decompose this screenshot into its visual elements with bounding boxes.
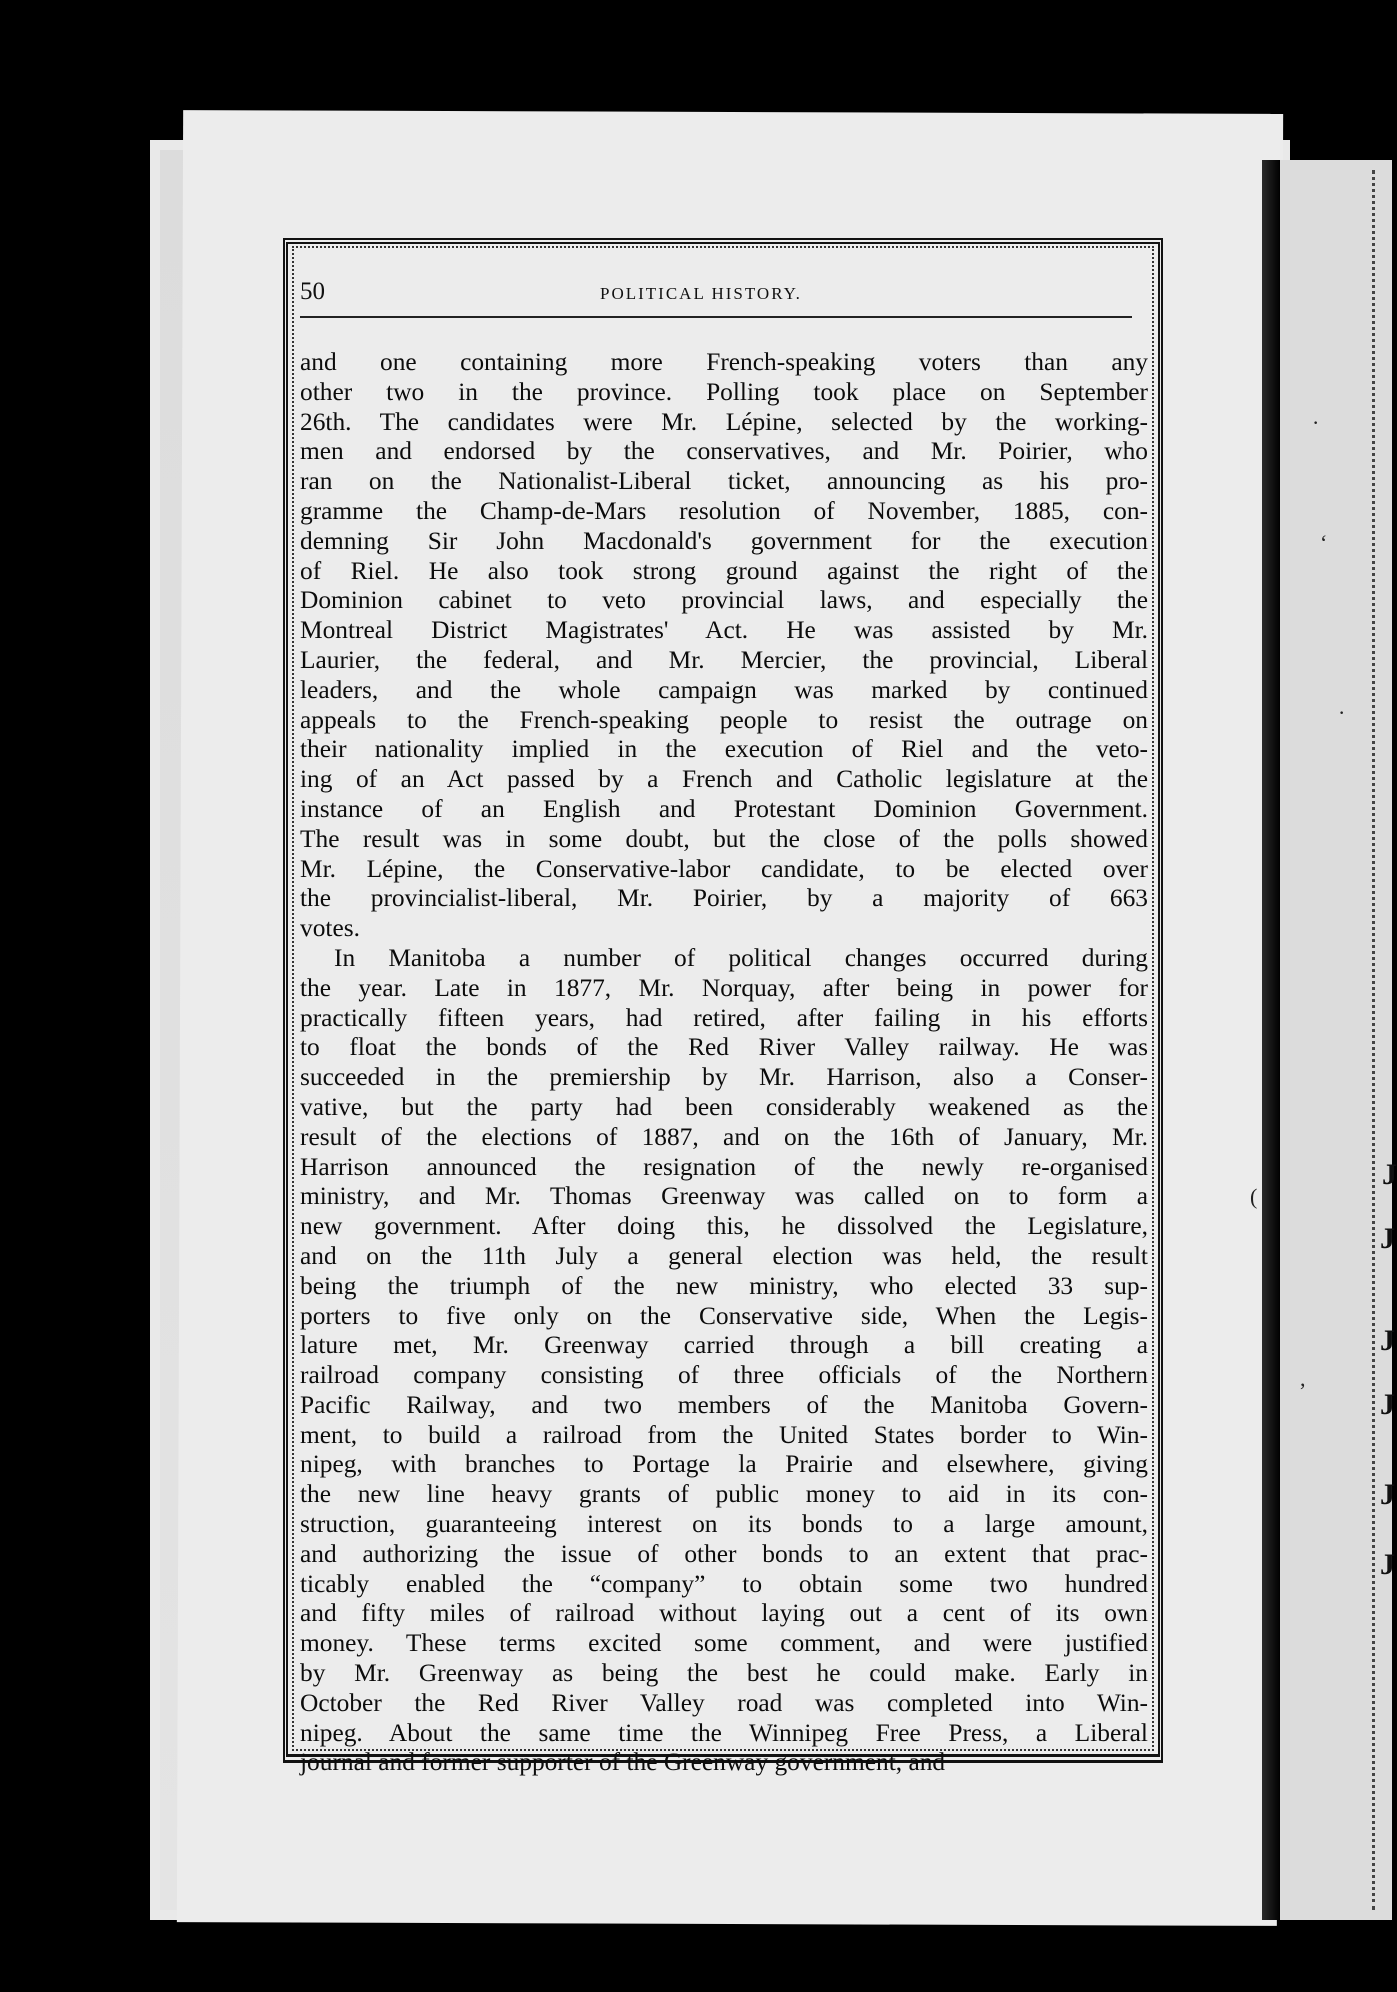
text-line: leaders, and the whole campaign was marked by continued [300, 675, 1148, 704]
facing-page-letter: J [1380, 1478, 1395, 1511]
text-line: The result was in some doubt, but the close of the polls showed [300, 824, 1148, 853]
facing-page-border [1372, 170, 1383, 1910]
book-gutter [1262, 160, 1280, 1920]
text-line: practically fifteen years, had retired, after failing in his efforts [300, 1003, 1148, 1032]
text-line: new government. After doing this, he dissolved the Legislature, [300, 1212, 1148, 1241]
text-line: Dominion cabinet to veto provincial laws, and especially the [300, 586, 1148, 615]
text-line: and on the 11th July a general election was held, the result [300, 1241, 1148, 1270]
running-head: POLITICAL HISTORY. [600, 284, 802, 303]
text-line: of Riel. He also took strong ground against the right of the [300, 556, 1148, 585]
text-line: the year. Late in 1877, Mr. Norquay, after being in power for [300, 973, 1148, 1002]
margin-speck: , [1300, 1366, 1306, 1391]
text-line: nipeg. About the same time the Winnipeg Free Press, a Liberal [300, 1718, 1148, 1747]
body-text [300, 348, 1148, 1778]
text-line: 26th. The candidates were Mr. Lépine, selected by the working- [300, 407, 1148, 436]
text-line: and fifty miles of railroad without laying out a cent of its own [300, 1599, 1148, 1628]
text-line: In Manitoba a number of political changes occurred during [334, 943, 1148, 972]
header-rule [300, 316, 1132, 318]
text-line: lature met, Mr. Greenway carried through a bill creating a [300, 1331, 1148, 1360]
facing-page-letter: J [1380, 1388, 1395, 1421]
page-number: 50 [300, 278, 325, 305]
margin-speck: · [1312, 410, 1320, 435]
text-line: ministry, and Mr. Thomas Greenway was called on to form a [300, 1182, 1148, 1211]
text-line: nipeg, with branches to Portage la Prairie and elsewhere, giving [300, 1450, 1148, 1479]
facing-page-letter: J [1380, 1548, 1395, 1581]
text-line: the new line heavy grants of public money to aid in its con- [300, 1480, 1148, 1509]
text-line: railroad company consisting of three officials of the Northern [300, 1361, 1148, 1390]
text-line: ing of an Act passed by a French and Catholic legislature at the [300, 765, 1148, 794]
text-line: demning Sir John Macdonald's government for the execution [300, 526, 1148, 555]
text-line: votes. [300, 914, 360, 943]
text-line: Laurier, the federal, and Mr. Mercier, the provincial, Liberal [300, 645, 1148, 674]
text-line: other two in the province. Polling took place on September [300, 377, 1148, 406]
text-line: ment, to build a railroad from the United States border to Win- [300, 1420, 1148, 1449]
text-line: ticably enabled the “company” to obtain some two hundred [300, 1569, 1148, 1598]
text-line: Harrison announced the resignation of the newly re-organised [300, 1152, 1148, 1181]
margin-speck: · [1338, 700, 1346, 725]
facing-page-letter: J [1380, 1222, 1395, 1255]
text-line: struction, guaranteeing interest on its bonds to a large amount, [300, 1510, 1148, 1539]
page-header [300, 278, 1148, 314]
text-line: money. These terms excited some comment, and were justified [300, 1629, 1148, 1658]
margin-speck: ‘ [1320, 530, 1328, 555]
text-line: to float the bonds of the Red River Valley railway. He was [300, 1033, 1148, 1062]
microfilm-border-top [0, 0, 1392, 110]
text-line: succeeded in the premiership by Mr. Harrison, also a Conser- [300, 1063, 1148, 1092]
text-line: result of the elections of 1887, and on the 16th of January, Mr. [300, 1122, 1148, 1151]
text-line: porters to five only on the Conservative side, When the Legis- [300, 1301, 1148, 1330]
facing-page-letter: J [1382, 1158, 1397, 1191]
text-line: Montreal District Magistrates' Act. He was assisted by Mr. [300, 616, 1148, 645]
text-line: by Mr. Greenway as being the best he could make. Early in [300, 1659, 1148, 1688]
text-line: ran on the Nationalist-Liberal ticket, announcing as his pro- [300, 467, 1148, 496]
text-line: and authorizing the issue of other bonds to an extent that prac- [300, 1539, 1148, 1568]
text-line: appeals to the French-speaking people to resist the outrage on [300, 705, 1148, 734]
paragraph [300, 944, 1148, 1778]
text-line: gramme the Champ-de-Mars resolution of November, 1885, con- [300, 496, 1148, 525]
facing-page-letter: J [1380, 1324, 1395, 1357]
paragraph [300, 348, 1148, 944]
text-line: Pacific Railway, and two members of the Manitoba Govern- [300, 1390, 1148, 1419]
text-line: Mr. Lépine, the Conservative-labor candidate, to be elected over [300, 854, 1148, 883]
text-line: their nationality implied in the execution of Riel and the veto- [300, 735, 1148, 764]
text-line: being the triumph of the new ministry, who elected 33 sup- [300, 1271, 1148, 1300]
text-line: vative, but the party had been considerably weakened as the [300, 1092, 1148, 1121]
text-line: the provincialist-liberal, Mr. Poirier, by a majority of 663 [300, 884, 1148, 913]
margin-speck: ( [1250, 1184, 1258, 1209]
text-line: men and endorsed by the conservatives, and Mr. Poirier, who [300, 437, 1148, 466]
text-line: October the Red River Valley road was completed into Win- [300, 1688, 1148, 1717]
text-line: and one containing more French-speaking voters than any [300, 348, 1148, 376]
text-line: instance of an English and Protestant Dominion Government. [300, 794, 1148, 823]
text-line: journal and former supporter of the Greenway government, and [300, 1748, 946, 1777]
